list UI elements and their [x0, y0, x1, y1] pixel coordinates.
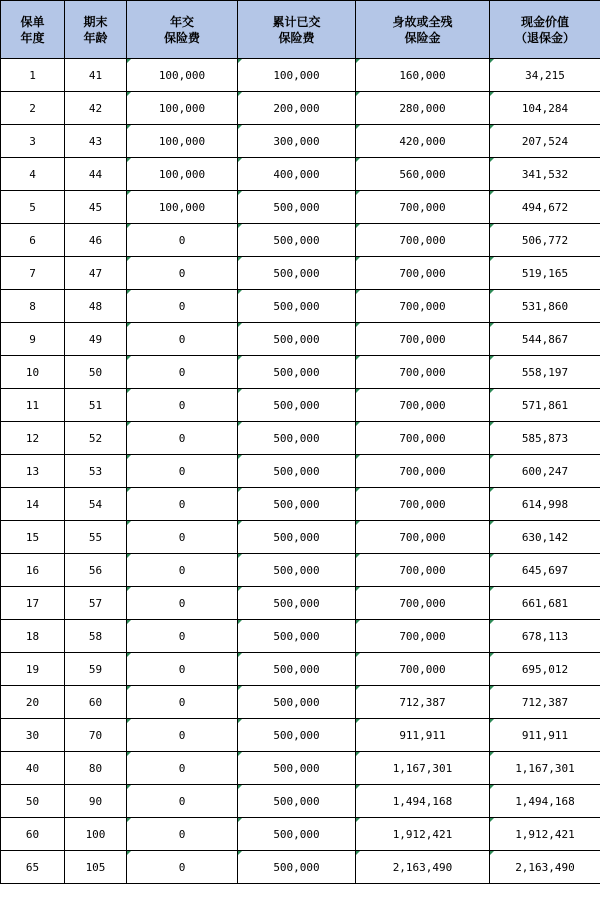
age-cell: 45 [65, 191, 127, 224]
policy-year-cell: 12 [1, 422, 65, 455]
annual-premium-cell: 100,000 [127, 158, 238, 191]
annual-premium-cell: 0 [127, 323, 238, 356]
annual-premium-cell: 0 [127, 851, 238, 884]
cumulative-premium-cell: 500,000 [238, 587, 356, 620]
cumulative-premium-cell: 500,000 [238, 653, 356, 686]
death-benefit-cell: 911,911 [356, 719, 490, 752]
cash-value-cell: 630,142 [490, 521, 600, 554]
table-row [1, 389, 600, 422]
death-benefit-cell: 160,000 [356, 59, 490, 92]
annual-premium-cell: 0 [127, 422, 238, 455]
table-row [1, 554, 600, 587]
cash-value-cell: 585,873 [490, 422, 600, 455]
header-death-benefit [356, 1, 490, 59]
cash-value-cell: 1,912,421 [490, 818, 600, 851]
age-cell: 105 [65, 851, 127, 884]
policy-year-cell: 11 [1, 389, 65, 422]
cumulative-premium-cell: 500,000 [238, 257, 356, 290]
policy-year-cell: 19 [1, 653, 65, 686]
table-row [1, 653, 600, 686]
cash-value-cell: 614,998 [490, 488, 600, 521]
annual-premium-cell: 0 [127, 224, 238, 257]
table-row [1, 521, 600, 554]
cash-value-cell: 571,861 [490, 389, 600, 422]
age-cell: 57 [65, 587, 127, 620]
age-cell: 51 [65, 389, 127, 422]
death-benefit-cell: 420,000 [356, 125, 490, 158]
table-row [1, 785, 600, 818]
table-row [1, 191, 600, 224]
table-row [1, 455, 600, 488]
age-cell: 55 [65, 521, 127, 554]
age-cell: 49 [65, 323, 127, 356]
header-line: 年度 [20, 30, 45, 45]
annual-premium-cell: 0 [127, 290, 238, 323]
policy-year-cell: 4 [1, 158, 65, 191]
policy-year-cell: 60 [1, 818, 65, 851]
table-row [1, 356, 600, 389]
age-cell: 47 [65, 257, 127, 290]
age-cell: 60 [65, 686, 127, 719]
table-row [1, 488, 600, 521]
annual-premium-cell: 0 [127, 785, 238, 818]
death-benefit-cell: 700,000 [356, 356, 490, 389]
cumulative-premium-cell: 500,000 [238, 620, 356, 653]
cumulative-premium-cell: 500,000 [238, 224, 356, 257]
cash-value-cell: 494,672 [490, 191, 600, 224]
policy-year-cell: 3 [1, 125, 65, 158]
cumulative-premium-cell: 200,000 [238, 92, 356, 125]
death-benefit-cell: 700,000 [356, 422, 490, 455]
death-benefit-cell: 2,163,490 [356, 851, 490, 884]
annual-premium-cell: 100,000 [127, 191, 238, 224]
cash-value-cell: 661,681 [490, 587, 600, 620]
cumulative-premium-cell: 500,000 [238, 785, 356, 818]
cumulative-premium-cell: 500,000 [238, 554, 356, 587]
header-line: 保险费 [278, 30, 315, 45]
table-row [1, 59, 600, 92]
cumulative-premium-cell: 500,000 [238, 686, 356, 719]
death-benefit-cell: 700,000 [356, 455, 490, 488]
age-cell: 46 [65, 224, 127, 257]
cash-value-cell: 695,012 [490, 653, 600, 686]
death-benefit-cell: 700,000 [356, 323, 490, 356]
annual-premium-cell: 0 [127, 356, 238, 389]
death-benefit-cell: 700,000 [356, 191, 490, 224]
age-cell: 42 [65, 92, 127, 125]
death-benefit-cell: 700,000 [356, 554, 490, 587]
death-benefit-cell: 700,000 [356, 257, 490, 290]
table-row [1, 587, 600, 620]
header-row [1, 1, 600, 59]
annual-premium-cell: 0 [127, 521, 238, 554]
header-line: 期末 [83, 14, 108, 29]
policy-year-cell: 14 [1, 488, 65, 521]
cash-value-cell: 678,113 [490, 620, 600, 653]
header-line: 年交 [169, 14, 194, 29]
annual-premium-cell: 100,000 [127, 125, 238, 158]
age-cell: 41 [65, 59, 127, 92]
table-row [1, 92, 600, 125]
cumulative-premium-cell: 300,000 [238, 125, 356, 158]
annual-premium-cell: 0 [127, 719, 238, 752]
death-benefit-cell: 700,000 [356, 653, 490, 686]
header-age [65, 1, 127, 59]
policy-year-cell: 17 [1, 587, 65, 620]
death-benefit-cell: 700,000 [356, 224, 490, 257]
death-benefit-cell: 712,387 [356, 686, 490, 719]
age-cell: 59 [65, 653, 127, 686]
age-cell: 58 [65, 620, 127, 653]
death-benefit-cell: 1,494,168 [356, 785, 490, 818]
cumulative-premium-cell: 500,000 [238, 719, 356, 752]
table-row [1, 422, 600, 455]
policy-year-cell: 30 [1, 719, 65, 752]
table-row [1, 257, 600, 290]
death-benefit-cell: 700,000 [356, 290, 490, 323]
policy-year-cell: 5 [1, 191, 65, 224]
cumulative-premium-cell: 400,000 [238, 158, 356, 191]
age-cell: 80 [65, 752, 127, 785]
annual-premium-cell: 0 [127, 389, 238, 422]
policy-year-cell: 1 [1, 59, 65, 92]
header-line: 累计已交 [272, 14, 321, 29]
death-benefit-cell: 700,000 [356, 587, 490, 620]
cash-value-cell: 645,697 [490, 554, 600, 587]
cash-value-cell: 1,494,168 [490, 785, 600, 818]
policy-year-cell: 20 [1, 686, 65, 719]
annual-premium-cell: 0 [127, 587, 238, 620]
policy-year-cell: 7 [1, 257, 65, 290]
death-benefit-cell: 280,000 [356, 92, 490, 125]
header-line: 现金价值 [520, 14, 569, 29]
age-cell: 53 [65, 455, 127, 488]
cash-value-cell: 1,167,301 [490, 752, 600, 785]
cash-value-cell: 104,284 [490, 92, 600, 125]
cash-value-cell: 531,860 [490, 290, 600, 323]
cash-value-cell: 506,772 [490, 224, 600, 257]
cumulative-premium-cell: 500,000 [238, 851, 356, 884]
age-cell: 100 [65, 818, 127, 851]
policy-year-cell: 65 [1, 851, 65, 884]
policy-year-cell: 8 [1, 290, 65, 323]
cumulative-premium-cell: 500,000 [238, 290, 356, 323]
header-line: 保单 [20, 14, 45, 29]
header-line: 年龄 [83, 30, 108, 45]
annual-premium-cell: 100,000 [127, 92, 238, 125]
table-row [1, 686, 600, 719]
policy-year-cell: 9 [1, 323, 65, 356]
header-policy-year [1, 1, 65, 59]
annual-premium-cell: 0 [127, 257, 238, 290]
cumulative-premium-cell: 500,000 [238, 389, 356, 422]
table-row [1, 719, 600, 752]
cash-value-cell: 712,387 [490, 686, 600, 719]
age-cell: 54 [65, 488, 127, 521]
table-row [1, 224, 600, 257]
cash-value-cell: 2,163,490 [490, 851, 600, 884]
annual-premium-cell: 100,000 [127, 59, 238, 92]
policy-year-cell: 18 [1, 620, 65, 653]
cumulative-premium-cell: 500,000 [238, 356, 356, 389]
death-benefit-cell: 1,167,301 [356, 752, 490, 785]
age-cell: 52 [65, 422, 127, 455]
cumulative-premium-cell: 500,000 [238, 752, 356, 785]
cumulative-premium-cell: 500,000 [238, 521, 356, 554]
table-row [1, 158, 600, 191]
age-cell: 90 [65, 785, 127, 818]
annual-premium-cell: 0 [127, 653, 238, 686]
death-benefit-cell: 700,000 [356, 521, 490, 554]
table-body [1, 59, 600, 884]
age-cell: 43 [65, 125, 127, 158]
cumulative-premium-cell: 500,000 [238, 191, 356, 224]
cash-value-cell: 207,524 [490, 125, 600, 158]
cumulative-premium-cell: 100,000 [238, 59, 356, 92]
annual-premium-cell: 0 [127, 686, 238, 719]
cash-value-cell: 519,165 [490, 257, 600, 290]
annual-premium-cell: 0 [127, 752, 238, 785]
cumulative-premium-cell: 500,000 [238, 818, 356, 851]
death-benefit-cell: 560,000 [356, 158, 490, 191]
table-row [1, 290, 600, 323]
table-row [1, 620, 600, 653]
annual-premium-cell: 0 [127, 554, 238, 587]
cumulative-premium-cell: 500,000 [238, 422, 356, 455]
age-cell: 50 [65, 356, 127, 389]
policy-year-cell: 40 [1, 752, 65, 785]
table-row [1, 851, 600, 884]
age-cell: 56 [65, 554, 127, 587]
header-cash-value [490, 1, 600, 59]
table-row [1, 125, 600, 158]
policy-year-cell: 15 [1, 521, 65, 554]
header-annual-premium [127, 1, 238, 59]
cash-value-cell: 600,247 [490, 455, 600, 488]
table-row [1, 323, 600, 356]
header-line: 身故或全残 [392, 14, 453, 29]
cash-value-cell: 558,197 [490, 356, 600, 389]
cash-value-cell: 341,532 [490, 158, 600, 191]
table-row [1, 752, 600, 785]
cash-value-cell: 34,215 [490, 59, 600, 92]
header-line: 保险金 [404, 30, 441, 45]
policy-year-cell: 13 [1, 455, 65, 488]
annual-premium-cell: 0 [127, 488, 238, 521]
cash-value-cell: 911,911 [490, 719, 600, 752]
cumulative-premium-cell: 500,000 [238, 455, 356, 488]
cumulative-premium-cell: 500,000 [238, 488, 356, 521]
cash-value-cell: 544,867 [490, 323, 600, 356]
death-benefit-cell: 700,000 [356, 620, 490, 653]
death-benefit-cell: 1,912,421 [356, 818, 490, 851]
policy-year-cell: 16 [1, 554, 65, 587]
header-cumulative-premium [238, 1, 356, 59]
policy-year-cell: 10 [1, 356, 65, 389]
header-line: 保险费 [163, 30, 200, 45]
age-cell: 44 [65, 158, 127, 191]
age-cell: 48 [65, 290, 127, 323]
header-line: （退保金） [514, 30, 575, 45]
cumulative-premium-cell: 500,000 [238, 323, 356, 356]
age-cell: 70 [65, 719, 127, 752]
table-row [1, 818, 600, 851]
policy-year-cell: 50 [1, 785, 65, 818]
annual-premium-cell: 0 [127, 818, 238, 851]
annual-premium-cell: 0 [127, 620, 238, 653]
policy-year-cell: 2 [1, 92, 65, 125]
death-benefit-cell: 700,000 [356, 389, 490, 422]
death-benefit-cell: 700,000 [356, 488, 490, 521]
annual-premium-cell: 0 [127, 455, 238, 488]
policy-year-cell: 6 [1, 224, 65, 257]
